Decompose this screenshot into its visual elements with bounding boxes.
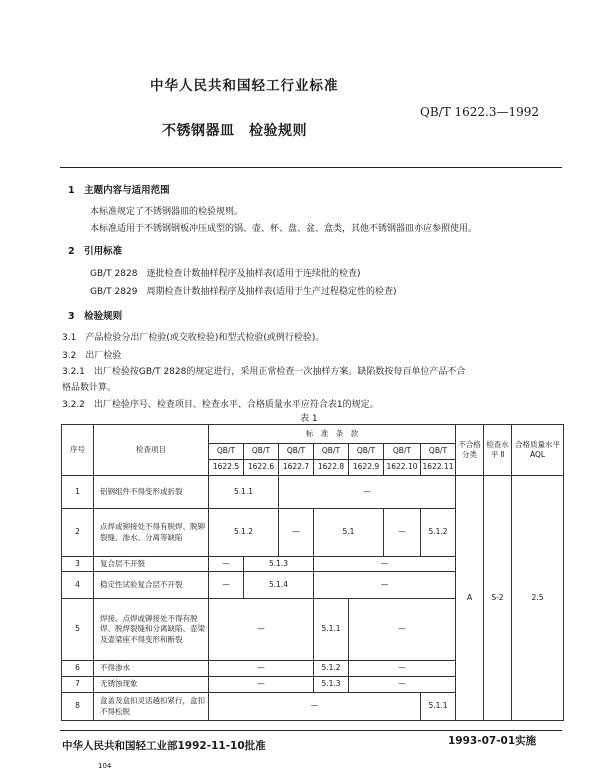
reference-gbt2828: GB/T 2828 逐批检查计数抽样程序及抽样表(适用于连续批的检查) — [90, 269, 361, 279]
clause-3-2: 3.2 出厂检验 — [62, 351, 122, 361]
standard-number: QB/T 1622.3—1992 — [420, 105, 540, 119]
std-num-7: 1622.11 — [421, 460, 456, 476]
section-2-heading: 2 引用标准 — [68, 246, 123, 257]
row-clause: — — [209, 677, 314, 693]
row-clause: — — [209, 661, 314, 677]
std-num-4: 1622.8 — [314, 460, 349, 476]
header-aql: 合格质量水平 AQL — [512, 425, 564, 476]
row-clause: 5.1.2 — [421, 509, 456, 557]
row-clause: — — [209, 599, 314, 661]
header-nonconformity-class: 不合格分类 — [456, 425, 484, 476]
clause-3-2-1: 3.2.1 出厂检验按GB/T 2828的规定进行，采用正常检查一次抽样方案。缺陷数按每百单位产品不合 — [62, 367, 466, 377]
std-col-3: QB/T — [279, 444, 314, 460]
std-num-1: 1622.5 — [209, 460, 244, 476]
row-clause: 5.1.3 — [314, 677, 349, 693]
row-no: 5 — [62, 599, 94, 661]
std-num-2: 1622.6 — [244, 460, 279, 476]
page-number: 104 — [98, 762, 112, 770]
row-item: 无锈蚀现象 — [94, 677, 209, 693]
header-standard-clauses: 标 准 条 款 — [209, 425, 456, 444]
row-no: 7 — [62, 677, 94, 693]
row-clause: 5.1.1 — [421, 693, 456, 721]
row-clause: 5.1.4 — [244, 572, 314, 599]
row-no: 6 — [62, 661, 94, 677]
std-num-6: 1622.10 — [384, 460, 421, 476]
row-no: 3 — [62, 557, 94, 572]
row-clause: — — [349, 677, 456, 693]
clause-3-2-2: 3.2.2 出厂检验序号、检查项目、检查水平、合格质量水平应符合表1的规定。 — [62, 400, 379, 410]
std-col-5: QB/T — [349, 444, 384, 460]
std-num-3: 1622.7 — [279, 460, 314, 476]
merged-class-value: A — [456, 476, 484, 721]
row-clause: — — [349, 599, 456, 661]
row-clause: 5.1.3 — [244, 557, 314, 572]
clause-3-1: 3.1 产品检验分出厂检验(或交收检验)和型式检验(或例行检验)。 — [62, 333, 325, 343]
header-divider — [60, 167, 562, 168]
clause-3-2-1-cont: 格品数计算。 — [62, 383, 117, 393]
row-clause: — — [279, 509, 314, 557]
row-item: 稳定性试验复合层不开裂 — [94, 572, 209, 599]
row-clause: 5.1 — [314, 509, 384, 557]
reference-gbt2829: GB/T 2829 周期检查计数抽样程序及抽样表(适用于生产过程稳定性的检查) — [90, 287, 397, 297]
std-col-7: QB/T — [421, 444, 456, 460]
std-col-4: QB/T — [314, 444, 349, 460]
std-col-2: QB/T — [244, 444, 279, 460]
header-check-item: 检查项目 — [94, 425, 209, 476]
section-1-heading: 1 主题内容与适用范围 — [68, 185, 170, 196]
std-num-5: 1622.9 — [349, 460, 384, 476]
header-seq-no: 序号 — [62, 425, 94, 476]
document-title: 不锈钢器皿 检验规则 — [162, 123, 307, 139]
row-clause: — — [314, 572, 456, 599]
row-item: 焊接、点焊或铆接处不得有脱焊、脱焊裂缝和分离缺陷、壶梁及壶梁座不得变形和断裂 — [94, 599, 209, 661]
row-no: 2 — [62, 509, 94, 557]
row-clause: — — [209, 572, 244, 599]
std-col-6: QB/T — [384, 444, 421, 460]
approval-date: 中华人民共和国轻工业部1992-11-10批准 — [62, 740, 266, 752]
merged-level-value: S-2 — [484, 476, 512, 721]
issuing-org: 中华人民共和国轻工行业标准 — [150, 78, 339, 94]
row-item: 复合层不开裂 — [94, 557, 209, 572]
row-clause: — — [209, 693, 421, 721]
std-col-1: QB/T — [209, 444, 244, 460]
section-3-heading: 3 检验规则 — [68, 311, 123, 322]
footer-divider — [60, 730, 562, 731]
row-no: 8 — [62, 693, 94, 721]
row-clause: 5.1.1 — [209, 476, 279, 509]
row-item: 点焊或铆接处不得有脱焊、脱铆裂缝、渗水、分离等缺陷 — [94, 509, 209, 557]
row-no: 4 — [62, 572, 94, 599]
implementation-date: 1993-07-01实施 — [448, 735, 537, 747]
row-clause: 5.1.2 — [209, 509, 279, 557]
row-clause: — — [349, 661, 456, 677]
row-clause: 5.1.2 — [314, 661, 349, 677]
merged-aql-value: 2.5 — [512, 476, 564, 721]
row-clause: — — [384, 509, 421, 557]
section-1-para-2: 本标准适用于不锈钢钢板冲压成型的锅、壶、杯、盘、盆、盒类，其他不锈钢器皿亦应参照使用。 — [90, 224, 478, 234]
row-no: 1 — [62, 476, 94, 509]
table-caption: 表 1 — [300, 414, 318, 424]
row-clause: — — [314, 557, 456, 572]
table-row — [62, 476, 564, 509]
row-clause: — — [209, 557, 244, 572]
row-clause: 5.1.1 — [314, 599, 349, 661]
row-clause: — — [279, 476, 456, 509]
inspection-table — [61, 424, 564, 721]
header-inspection-level: 检查水平 Ⅱ — [484, 425, 512, 476]
section-1-para-1: 本标准规定了不锈钢器皿的检验规则。 — [90, 207, 244, 217]
row-item: 铝钢组件不得变形或折裂 — [94, 476, 209, 509]
row-item: 不得渗水 — [94, 661, 209, 677]
row-item: 盒盖及盒扣灵活越扣紧行，盒扣不得松脱 — [94, 693, 209, 721]
